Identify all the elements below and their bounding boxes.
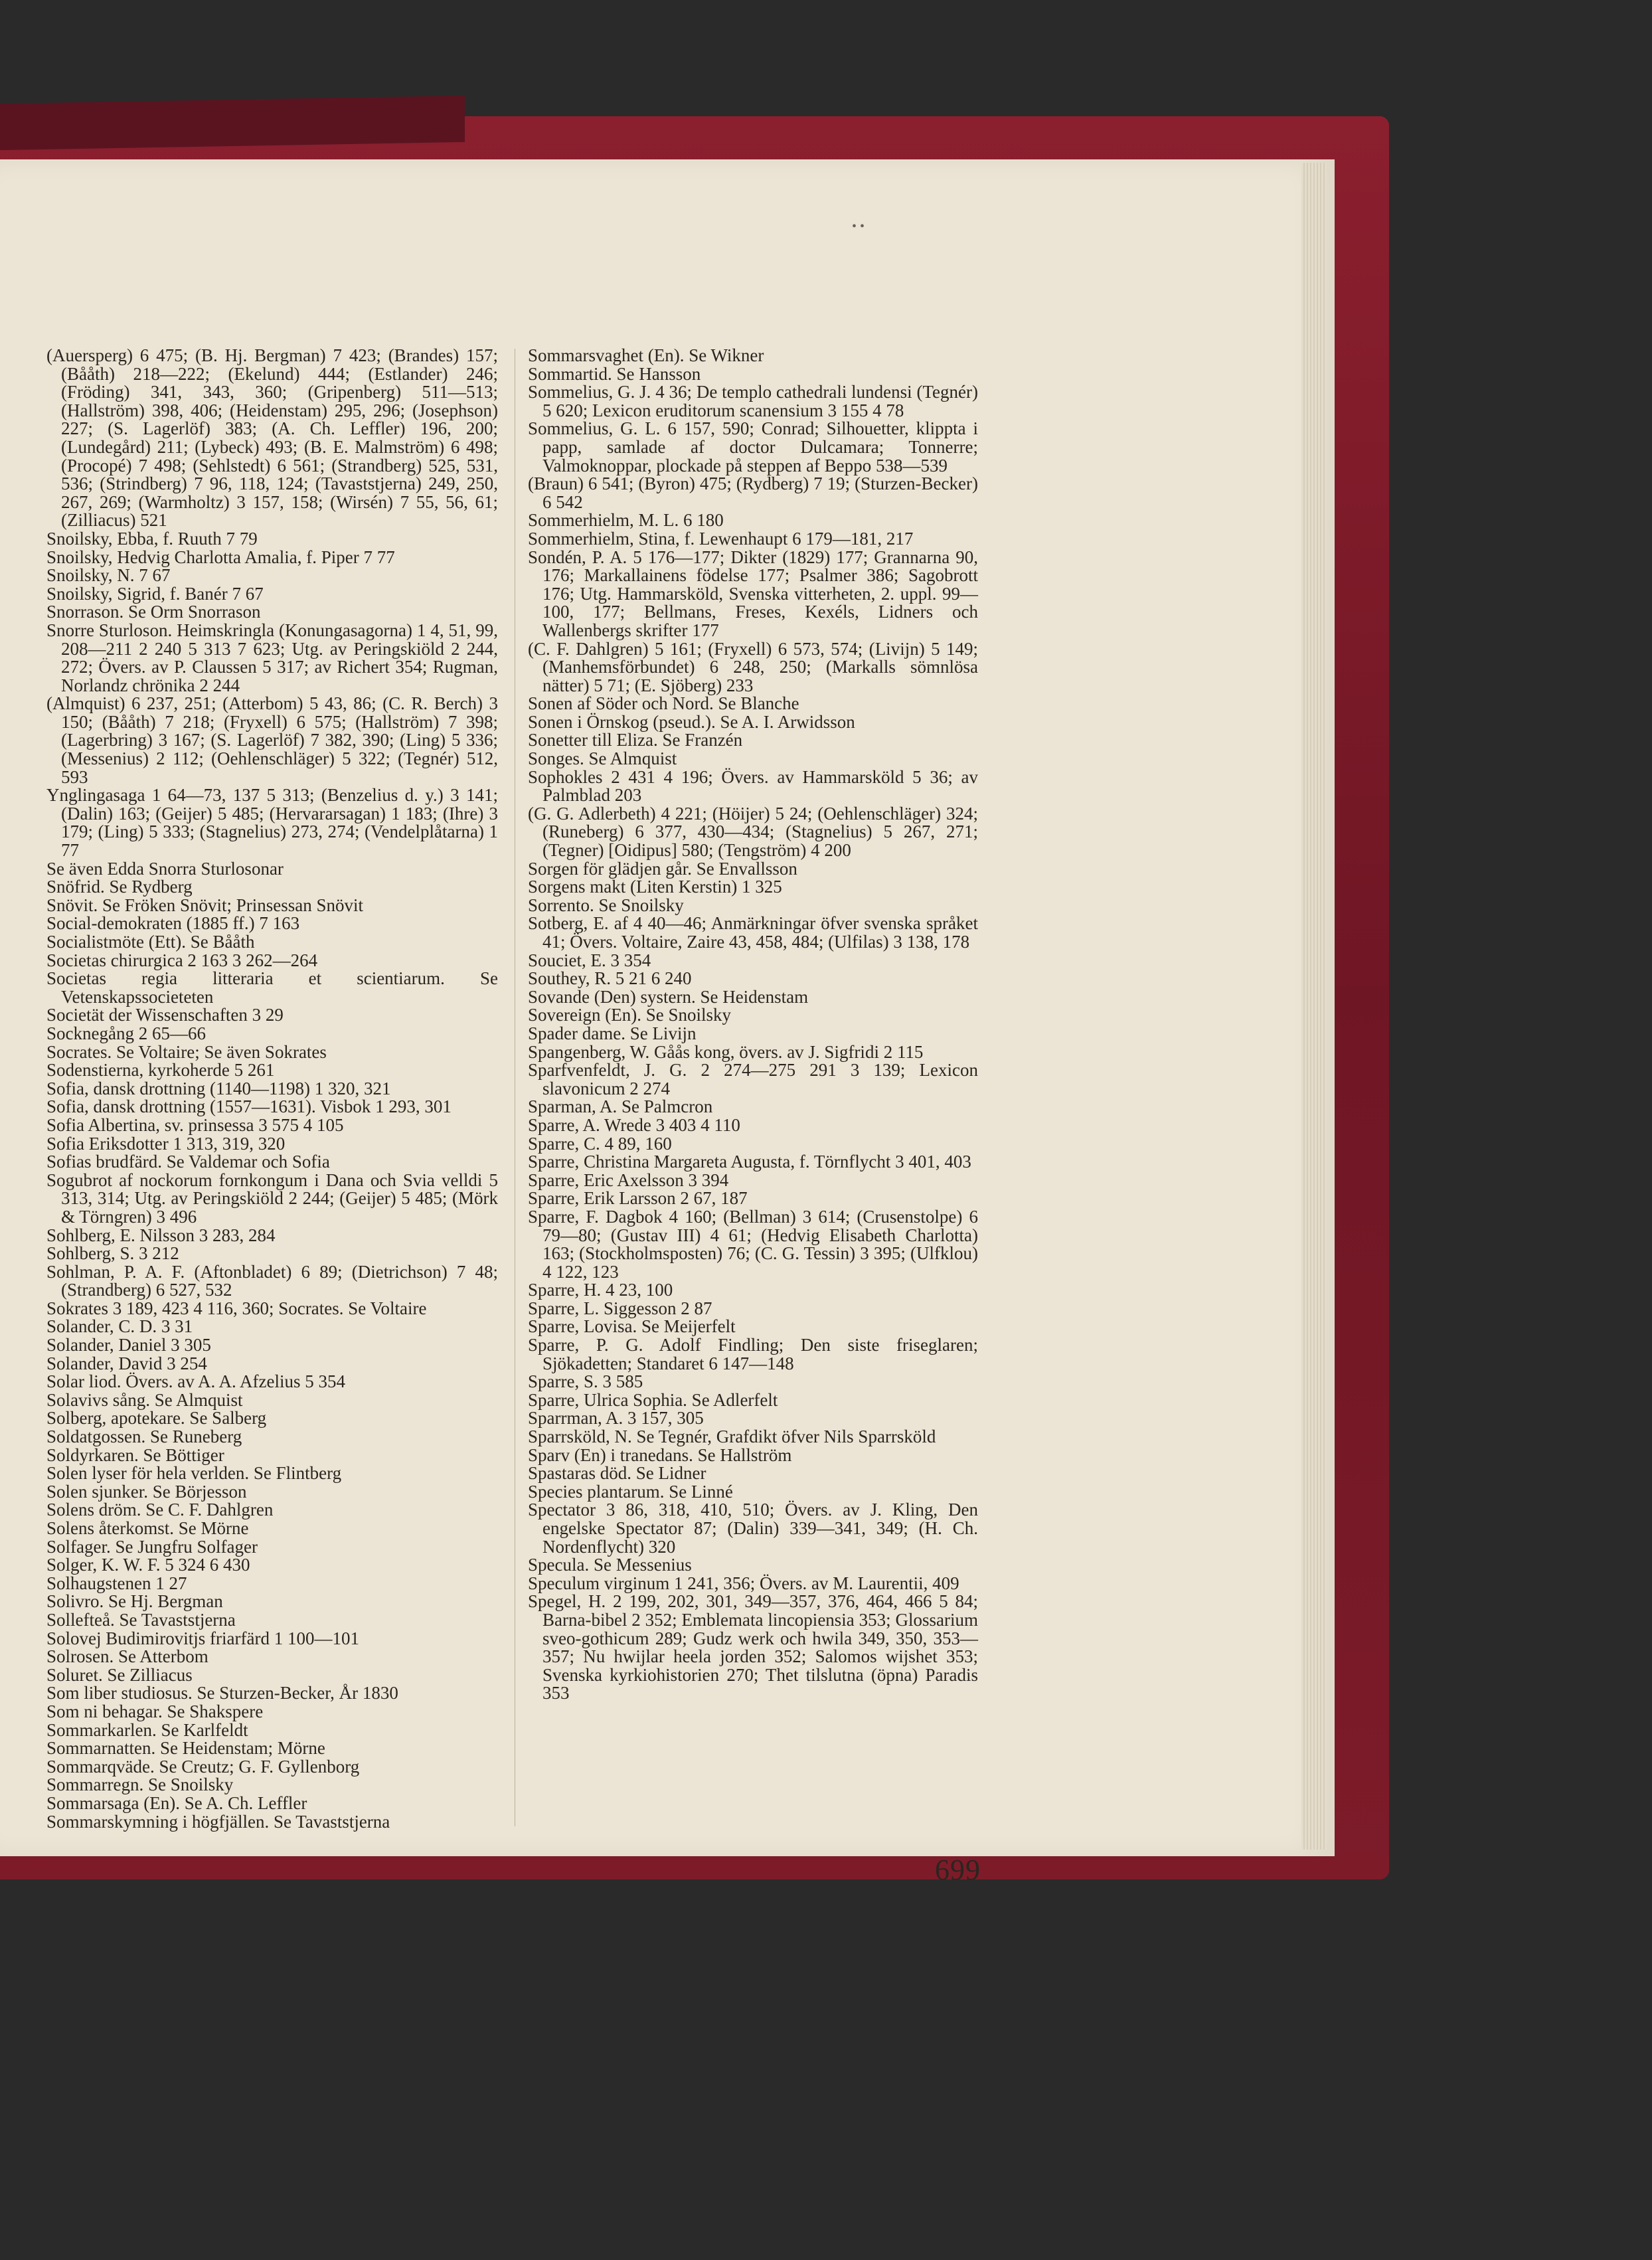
index-entry: Sotberg, E. af 4 40—46; Anmärkningar öfver svenska språket 41; Övers. Voltaire, Zaire 43, 458, 484; (Ulfilas) 3 138, 178 bbox=[528, 913, 978, 952]
index-entry: Sommarsaga (En). Se A. Ch. Leffler bbox=[46, 1792, 307, 1813]
index-entry: Sollefteå. Se Tavaststjerna bbox=[46, 1609, 236, 1630]
index-entry: Snoilsky, N. 7 67 bbox=[46, 565, 171, 586]
index-entry: Speculum virginum 1 241, 356; Övers. av M. Laurentii, 409 bbox=[528, 1573, 959, 1593]
index-entry: Southey, R. 5 21 6 240 bbox=[528, 968, 692, 989]
index-entry: Solens dröm. Se C. F. Dahlgren bbox=[46, 1500, 274, 1520]
index-entry: Snorre Sturloson. Heimskringla (Konungasagorna) 1 4, 51, 99, 208—211 2 240 5 313 7 623; Utg. av Peringskiöld 2 244, 272; Övers. av P. Claussen 5 317; av Richert 354; Rugman, Norlandz chrönika 2 244 bbox=[46, 620, 498, 695]
index-entry: Solberg, apotekare. Se Salberg bbox=[46, 1408, 267, 1429]
index-entry: Sodenstierna, kyrkoherde 5 261 bbox=[46, 1060, 275, 1081]
index-entry: Sondén, P. A. 5 176—177; Dikter (1829) 177; Grannarna 90, 176; Markallainens födelse 177; Psalmer 386; Sagobrott 176; Utg. Hammarsköld, Svenska vitterheten, 2. uppl. 99—100, 177; Bellmans, Freses, Kexéls, Lidners och Wallenbergs skrifter 177 bbox=[528, 547, 978, 640]
index-entry: Sommartid. Se Hansson bbox=[528, 363, 701, 384]
index-entry: Sommarqväde. Se Creutz; G. F. Gyllenborg bbox=[46, 1756, 360, 1777]
index-entry: Snorrason. Se Orm Snorrason bbox=[46, 602, 261, 622]
index-entry: Sparrman, A. 3 157, 305 bbox=[528, 1408, 704, 1429]
page-number: 699 bbox=[935, 1854, 981, 1886]
index-entry: Sommelius, G. L. 6 157, 590; Conrad; Silhouetter, klippta i papp, samlade af doctor Dulcamara; Tonnerre; Valmoknoppar, plockade på steppen af Beppo 538—539 bbox=[528, 418, 978, 476]
index-entry: Societas regia litteraria et scientiarum. Se Vetenskapssocieteten bbox=[46, 968, 498, 1007]
index-entry: Sophokles 2 431 4 196; Övers. av Hammarsköld 5 36; av Palmblad 203 bbox=[528, 766, 978, 806]
index-entry: Spastaras död. Se Lidner bbox=[528, 1463, 706, 1484]
index-entry: Sofias brudfärd. Se Valdemar och Sofia bbox=[46, 1152, 330, 1172]
index-entry: Social-demokraten (1885 ff.) 7 163 bbox=[46, 913, 300, 934]
index-entry: Sommarkarlen. Se Karlfeldt bbox=[46, 1719, 248, 1740]
index-entry: Songes. Se Almquist bbox=[528, 748, 677, 769]
index-entry: Solander, Daniel 3 305 bbox=[46, 1335, 211, 1355]
index-entry: Sovande (Den) systern. Se Heidenstam bbox=[528, 986, 809, 1007]
index-entry: Societas chirurgica 2 163 3 262—264 bbox=[46, 950, 318, 970]
index-entry: Sparre, Eric Axelsson 3 394 bbox=[528, 1170, 729, 1190]
index-entry: Solander, C. D. 3 31 bbox=[46, 1316, 193, 1337]
index-entry: Sparv (En) i tranedans. Se Hallström bbox=[528, 1444, 792, 1465]
index-entry: Sparre, C. 4 89, 160 bbox=[528, 1133, 672, 1154]
index-entry: Socialistmöte (Ett). Se Bååth bbox=[46, 932, 255, 952]
index-entry: Specula. Se Messenius bbox=[528, 1555, 692, 1575]
index-entry: Sommerhielm, Stina, f. Lewenhaupt 6 179—181, 217 bbox=[528, 528, 914, 549]
index-entry: Souciet, E. 3 354 bbox=[528, 950, 651, 970]
index-entry: Sparman, A. Se Palmcron bbox=[528, 1096, 713, 1117]
index-entry: Sparre, Christina Margareta Augusta, f. Törnflycht 3 401, 403 bbox=[528, 1152, 971, 1172]
page-ornament: • • bbox=[852, 219, 865, 234]
index-entry: Solfager. Se Jungfru Solfager bbox=[46, 1536, 258, 1557]
index-entry: Soldyrkaren. Se Böttiger bbox=[46, 1444, 224, 1465]
index-entry: Sonen af Söder och Nord. Se Blanche bbox=[528, 693, 799, 714]
index-entry: Solivro. Se Hj. Bergman bbox=[46, 1591, 223, 1612]
page-edges bbox=[1301, 163, 1327, 1850]
index-entry: Sonetter till Eliza. Se Franzén bbox=[528, 730, 743, 750]
index-entry: Som liber studiosus. Se Sturzen-Becker, År 1830 bbox=[46, 1683, 398, 1703]
index-entry: Sohlberg, S. 3 212 bbox=[46, 1243, 179, 1264]
index-entry: Sparre, Erik Larsson 2 67, 187 bbox=[528, 1188, 748, 1209]
index-entry: Sofia Albertina, sv. prinsessa 3 575 4 105 bbox=[46, 1114, 344, 1135]
index-entry: Sparre, Ulrica Sophia. Se Adlerfelt bbox=[528, 1389, 778, 1410]
index-entry: Sommarnatten. Se Heidenstam; Mörne bbox=[46, 1738, 325, 1759]
index-entry: Sohlman, P. A. F. (Aftonbladet) 6 89; (Dietrichson) 7 48; (Strandberg) 6 527, 532 bbox=[46, 1261, 498, 1300]
index-entry: Snöfrid. Se Rydberg bbox=[46, 877, 193, 897]
index-entry: Sparre, A. Wrede 3 403 4 110 bbox=[528, 1114, 740, 1135]
index-entry: Sparre, P. G. Adolf Findling; Den siste friseglaren; Sjökadetten; Standaret 6 147—148 bbox=[528, 1335, 978, 1373]
index-entry: Solavivs sång. Se Almquist bbox=[46, 1389, 243, 1410]
index-entry: Snoilsky, Sigrid, f. Banér 7 67 bbox=[46, 583, 264, 604]
index-entry: Species plantarum. Se Linné bbox=[528, 1481, 733, 1502]
index-entry: (Almquist) 6 237, 251; (Atterbom) 5 43, 86; (C. R. Berch) 3 150; (Bååth) 7 218; (Fryxell) 6 575; (Hallström) 7 398; (Lagerbring) 3 167; (S. Lagerlöf) 7 382, 390; (Ling) 5 336; (Messenius) 2 112; (Oehlenschläger) 5 322; (Tegnér) 512, 593 bbox=[46, 693, 498, 787]
index-entry: Sofia, dansk drottning (1140—1198) 1 320, 321 bbox=[46, 1078, 391, 1098]
index-entry: Sonen i Örnskog (pseud.). Se A. I. Arwidsson bbox=[528, 711, 855, 732]
index-entry: Sommerhielm, M. L. 6 180 bbox=[528, 510, 724, 531]
index-entry: Soluret. Se Zilliacus bbox=[46, 1664, 193, 1685]
index-entry: Sogubrot af nockorum fornkongum i Dana och Svia velldi 5 313, 314; Utg. av Peringskiöld 2 244; (Geijer) 5 485; (Mörk & Törngren) 3 496 bbox=[46, 1170, 498, 1227]
index-entry: Socknegång 2 65—66 bbox=[46, 1023, 206, 1043]
index-entry: (Auersperg) 6 475; (B. Hj. Bergman) 7 423; (Brandes) 157; (Bååth) 218—222; (Ekelund) 444; (Estlander) 246; (Fröding) 341, 343, 360; (Gripenberg) 511—513; (Hallström) 398, 406; (Heidenstam) 295, 296; (Josephson) 227; (S. Lagerlöf) 383; (A. Ch. Leffler) 196, 200; (Lundegård) 211; (Lybeck) 493; (B. E. Malmström) 6 498; (Procopé) 7 498; (Sehlstedt) 6 561; (Strandberg) 525, 531, 536; (Strindberg) 7 96, 118, 124; (Tavaststjerna) 249, 250, 267, 269; (Warmholtz) 3 157, 158; (Wirsén) 7 55, 56, 61; (Zilliacus) 521 bbox=[46, 345, 498, 531]
index-entry: Sovereign (En). Se Snoilsky bbox=[528, 1005, 731, 1025]
index-entry: Solen lyser för hela verlden. Se Flintberg bbox=[46, 1463, 342, 1484]
index-entry: Sparre, F. Dagbok 4 160; (Bellman) 3 614; (Crusenstolpe) 6 79—80; (Gustav III) 4 61; (Hedvig Elisabeth Charlotta) 163; (Stockholmsposten) 76; (C. G. Tessin) 3 395; (Ulfklou) 4 122, 123 bbox=[528, 1206, 978, 1282]
index-entry: Sommelius, G. J. 4 36; De templo cathedrali lundensi (Tegnér) 5 620; Lexicon eruditorum scanensium 3 155 4 78 bbox=[528, 382, 978, 420]
index-entry: Sofia Eriksdotter 1 313, 319, 320 bbox=[46, 1133, 286, 1154]
index-entry: Solar liod. Övers. av A. A. Afzelius 5 354 bbox=[46, 1371, 345, 1392]
index-entry: Spader dame. Se Livijn bbox=[528, 1023, 697, 1043]
book-headband bbox=[0, 96, 465, 150]
index-entry: Sokrates 3 189, 423 4 116, 360; Socrates. Se Voltaire bbox=[46, 1298, 427, 1318]
index-entry: Sparrsköld, N. Se Tegnér, Grafdikt öfver Nils Sparrsköld bbox=[528, 1427, 936, 1447]
index-entry: Solger, K. W. F. 5 324 6 430 bbox=[46, 1555, 250, 1575]
index-entry: Socrates. Se Voltaire; Se även Sokrates bbox=[46, 1041, 327, 1062]
index-entry: Sommarsvaghet (En). Se Wikner bbox=[528, 345, 764, 365]
index-entry: (C. F. Dahlgren) 5 161; (Fryxell) 6 573, 574; (Livijn) 5 149; (Manhemsförbundet) 6 248, 250; (Markalls sömnlösa nätter) 5 71; (E. Sjöberg) 233 bbox=[528, 638, 978, 695]
index-entry: Solen sjunker. Se Börjesson bbox=[46, 1481, 247, 1502]
index-entry: Sommarskymning i högfjällen. Se Tavaststjerna bbox=[46, 1811, 390, 1832]
index-entry: Solhaugstenen 1 27 bbox=[46, 1573, 187, 1593]
index-entry: Snoilsky, Hedvig Charlotta Amalia, f. Piper 7 77 bbox=[46, 547, 395, 567]
index-entry: Sorgens makt (Liten Kerstin) 1 325 bbox=[528, 877, 782, 897]
index-entry: Solovej Budimirovitjs friarfärd 1 100—101 bbox=[46, 1628, 359, 1648]
index-entry: Spangenberg, W. Gåås kong, övers. av J. Sigfridi 2 115 bbox=[528, 1041, 924, 1062]
index-entry: Sorgen för glädjen går. Se Envallsson bbox=[528, 858, 797, 879]
index-entry: Sofia, dansk drottning (1557—1631). Visbok 1 293, 301 bbox=[46, 1096, 452, 1117]
index-entry: Snövit. Se Fröken Snövit; Prinsessan Snövit bbox=[46, 895, 364, 915]
index-entry: Se även Edda Snorra Sturlosonar bbox=[46, 858, 284, 879]
index-entry: Sparre, H. 4 23, 100 bbox=[528, 1280, 673, 1300]
index-entry: Sparre, S. 3 585 bbox=[528, 1371, 643, 1392]
index-entry: Sommarregn. Se Snoilsky bbox=[46, 1775, 234, 1795]
index-entry: Sparfvenfeldt, J. G. 2 274—275 291 3 139; Lexicon slavonicum 2 274 bbox=[528, 1060, 978, 1098]
index-entry: Sparre, Lovisa. Se Meijerfelt bbox=[528, 1316, 736, 1337]
index-entry: Spegel, H. 2 199, 202, 301, 349—357, 376, 464, 466 5 84; Barna-bibel 2 352; Emblemata lincopiensia 353; Glossarium sveo-gothicum 289; Gudz werk och hwila 349, 350, 353—357; Nu hwijlar heela jorden 352; Salomos wijshet 353; Svenska kyrkiohistorien 270; Thet tilslutna (öpna) Paradis 353 bbox=[528, 1591, 978, 1703]
index-column-left bbox=[46, 347, 498, 1831]
index-entry: Solander, David 3 254 bbox=[46, 1353, 207, 1373]
index-entry: Solrosen. Se Atterbom bbox=[46, 1646, 208, 1667]
index-entry: Sohlberg, E. Nilsson 3 283, 284 bbox=[46, 1225, 276, 1245]
index-entry: Societät der Wissenschaften 3 29 bbox=[46, 1005, 284, 1025]
index-entry: Ynglingasaga 1 64—73, 137 5 313; (Benzelius d. y.) 3 141; (Dalin) 163; (Geijer) 5 485; (Hervararsagan) 1 183; (Ihre) 3 179; (Ling) 5 333; (Stagnelius) 273, 274; (Vendelplåtarna) 1 77 bbox=[46, 785, 498, 861]
index-entry: (G. G. Adlerbeth) 4 221; (Höijer) 5 24; (Oehlenschläger) 324; (Runeberg) 6 377, 430—434; (Stagnelius) 5 267, 271; (Tegner) [Oidipus] 580; (Tengström) 4 200 bbox=[528, 803, 978, 861]
index-entry: (Braun) 6 541; (Byron) 475; (Rydberg) 7 19; (Sturzen-Becker) 6 542 bbox=[528, 474, 978, 512]
index-entry: Sparre, L. Siggesson 2 87 bbox=[528, 1298, 712, 1318]
index-entry: Sorrento. Se Snoilsky bbox=[528, 895, 684, 915]
index-entry: Solens återkomst. Se Mörne bbox=[46, 1518, 249, 1538]
index-entry: Soldatgossen. Se Runeberg bbox=[46, 1427, 242, 1447]
index-column-right bbox=[528, 347, 978, 1703]
index-entry: Som ni behagar. Se Shakspere bbox=[46, 1701, 264, 1721]
index-entry: Snoilsky, Ebba, f. Ruuth 7 79 bbox=[46, 528, 258, 549]
index-entry: Spectator 3 86, 318, 410, 510; Övers. av J. Kling, Den engelske Spectator 87; (Dalin) 339—341, 349; (H. Ch. Nordenflycht) 320 bbox=[528, 1500, 978, 1557]
